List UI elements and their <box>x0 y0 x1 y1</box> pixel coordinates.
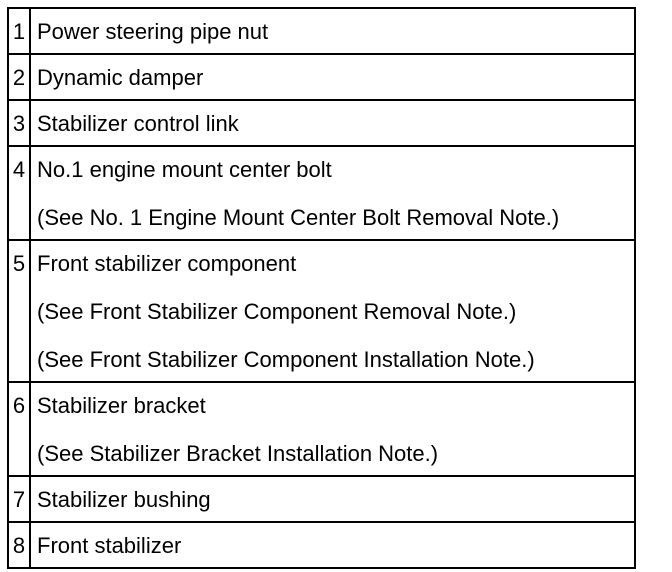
reference-note: (See No. 1 Engine Mount Center Bolt Removal Note.) <box>37 205 560 230</box>
row-description <box>30 476 635 522</box>
row-number: 6 <box>8 382 30 476</box>
row-number: 8 <box>8 522 30 568</box>
row-description <box>30 522 635 568</box>
row-description <box>30 8 635 54</box>
row-description <box>30 146 635 240</box>
table-row <box>8 476 635 522</box>
part-name: Front stabilizer <box>37 533 182 558</box>
table-row <box>8 54 635 100</box>
row-description <box>30 100 635 146</box>
part-name: Stabilizer control link <box>37 111 239 136</box>
row-description <box>30 240 635 382</box>
part-name: Stabilizer bushing <box>37 487 211 512</box>
table-row <box>8 146 635 240</box>
row-number: 5 <box>8 240 30 382</box>
row-number: 4 <box>8 146 30 240</box>
row-number: 3 <box>8 100 30 146</box>
part-name: Dynamic damper <box>37 65 204 90</box>
table-row <box>8 382 635 476</box>
table-row <box>8 100 635 146</box>
part-name: Front stabilizer component <box>37 251 297 276</box>
part-name: Power steering pipe nut <box>37 19 269 44</box>
row-number: 7 <box>8 476 30 522</box>
reference-note: (See Front Stabilizer Component Removal Note.) <box>37 299 517 324</box>
row-description <box>30 382 635 476</box>
reference-note: (See Front Stabilizer Component Installation Note.) <box>37 347 535 372</box>
table-row <box>8 8 635 54</box>
row-description <box>30 54 635 100</box>
table-row <box>8 240 635 382</box>
row-number: 2 <box>8 54 30 100</box>
row-number: 1 <box>8 8 30 54</box>
part-name: No.1 engine mount center bolt <box>37 157 332 182</box>
part-name: Stabilizer bracket <box>37 393 206 418</box>
table-row <box>8 522 635 568</box>
parts-table <box>7 7 636 569</box>
reference-note: (See Stabilizer Bracket Installation Note.) <box>37 441 439 466</box>
